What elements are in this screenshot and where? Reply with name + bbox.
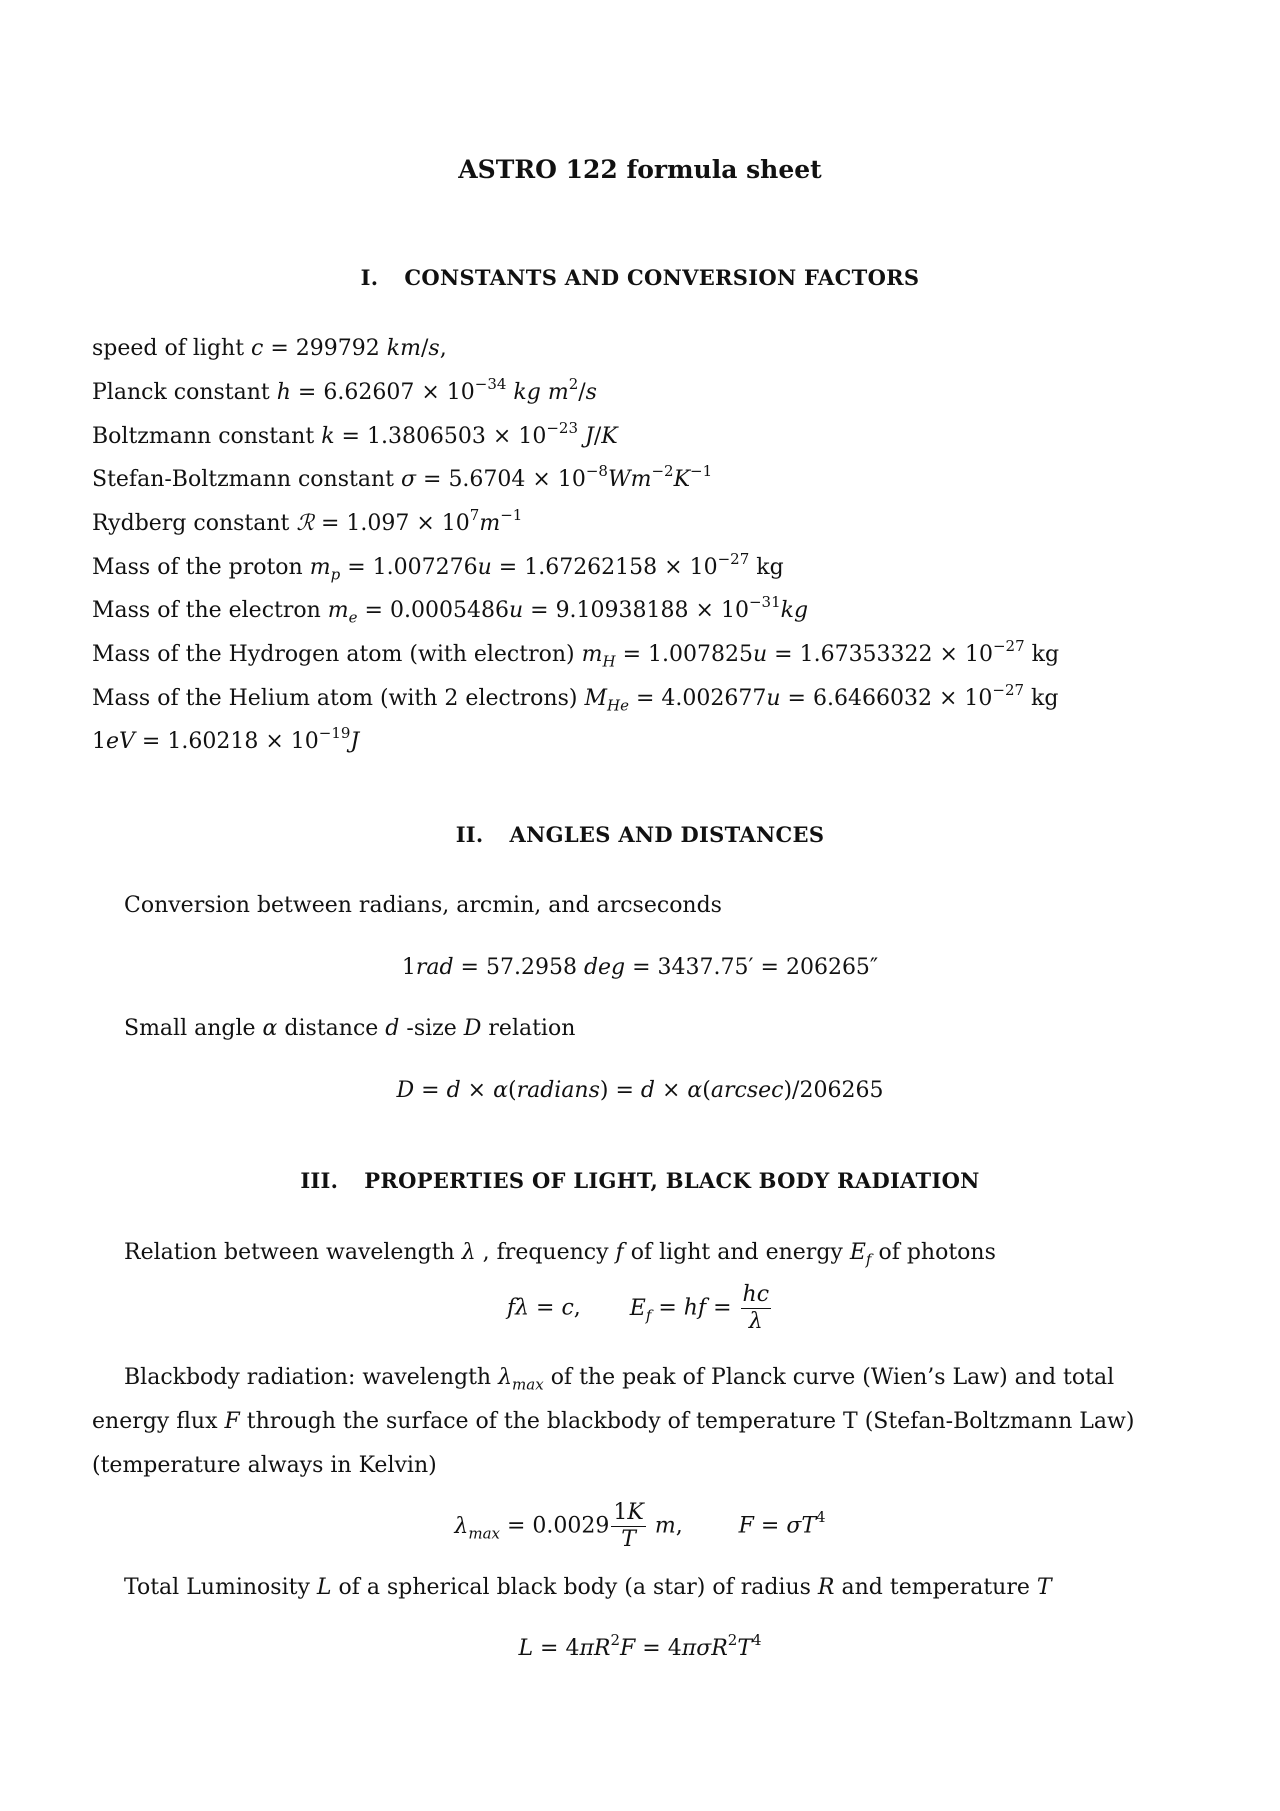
constant-planck: Planck constant $h = 6.62607 \times 10^{-34}$ kg $m^2/s$ xyxy=(92,374,597,405)
constant-electron-volt: $1eV = 1.60218 \times 10^{-19}J$ xyxy=(92,723,360,754)
constant-boltzmann: Boltzmann constant $k = 1.3806503 \times 10^{-23}$ J/K xyxy=(92,418,618,449)
equation-radian-conversion: 1rad = 57.2958 deg = 3437.75′ = 206265″ xyxy=(401,955,879,980)
luminosity-text: Total Luminosity L of a spherical black body (a star) of radius R and temperature T xyxy=(124,1575,1052,1600)
section-number: II. xyxy=(455,822,484,847)
constant-speed-of-light: speed of light c = 299792 km/s, xyxy=(92,336,447,361)
constant-hydrogen-mass: Mass of the Hydrogen atom (with electron) $m_H = 1.007825u = 1.67353322 \times 10^{-27}$ kg xyxy=(92,636,1060,671)
constant-proton-mass: Mass of the proton $m_p = 1.007276u = 1.67262158 \times 10^{-27}$ kg xyxy=(92,549,784,584)
small-angle-label: Small angle α distance d -size D relation xyxy=(124,1016,576,1041)
section-number: III. xyxy=(300,1168,339,1193)
equation-small-angle: D = d × α(radians) = d × α(arcsec)/206265 xyxy=(396,1078,884,1103)
equation-wien-stefan: $\lambda_{max} = 0.0029$ $\frac{1K}{T}$ m, $F = \sigma T^4$ xyxy=(454,1500,826,1552)
constant-stefan-boltzmann: Stefan-Boltzmann constant $\sigma = 5.6704 \times 10^{-8}Wm^{-2}K^{-1}$ xyxy=(92,461,713,492)
page-title: ASTRO 122 formula sheet xyxy=(458,155,822,184)
constant-helium-mass: Mass of the Helium atom (with 2 electrons) $M_{He} = 4.002677u = 6.6466032 \times 10^{-27}$ kg xyxy=(92,680,1059,715)
section-heading-3 xyxy=(0,1168,1280,1193)
light-relation-text: Relation between wavelength λ , frequency f of light and energy $E_f$ of photons xyxy=(124,1240,996,1269)
angles-intro: Conversion between radians, arcmin, and arcseconds xyxy=(124,893,722,918)
equation-luminosity: $L = 4\pi R^2F = 4\pi\sigma R^2T^4$ xyxy=(518,1630,762,1661)
constant-electron-mass: Mass of the electron $m_e = 0.0005486u = 9.10938188 \times 10^{-31}kg$ xyxy=(92,592,809,627)
section-heading-2 xyxy=(0,822,1280,847)
section-heading-1 xyxy=(0,265,1280,290)
section-number: I. xyxy=(360,265,379,290)
section-title: PROPERTIES OF LIGHT, BLACK BODY RADIATION xyxy=(364,1168,980,1193)
blackbody-paragraph: Blackbody radiation: wavelength $\lambda_{max}$ of the peak of Planck curve (Wien’s Law) and total energy flux F through the surface of the blackbody of temperature T (Stefan-Boltzmann Law) (temperature always in Kelvin) xyxy=(92,1365,1135,1478)
constant-rydberg: Rydberg constant ℛ = $1.097 \times 10^7m^{-1}$ xyxy=(92,505,523,536)
section-title: ANGLES AND DISTANCES xyxy=(509,822,825,847)
section-title: CONSTANTS AND CONVERSION FACTORS xyxy=(404,265,920,290)
equation-photon-energy: fλ = c, $E_f$ = hf = $\frac{hc}{\lambda}$ xyxy=(506,1282,770,1334)
